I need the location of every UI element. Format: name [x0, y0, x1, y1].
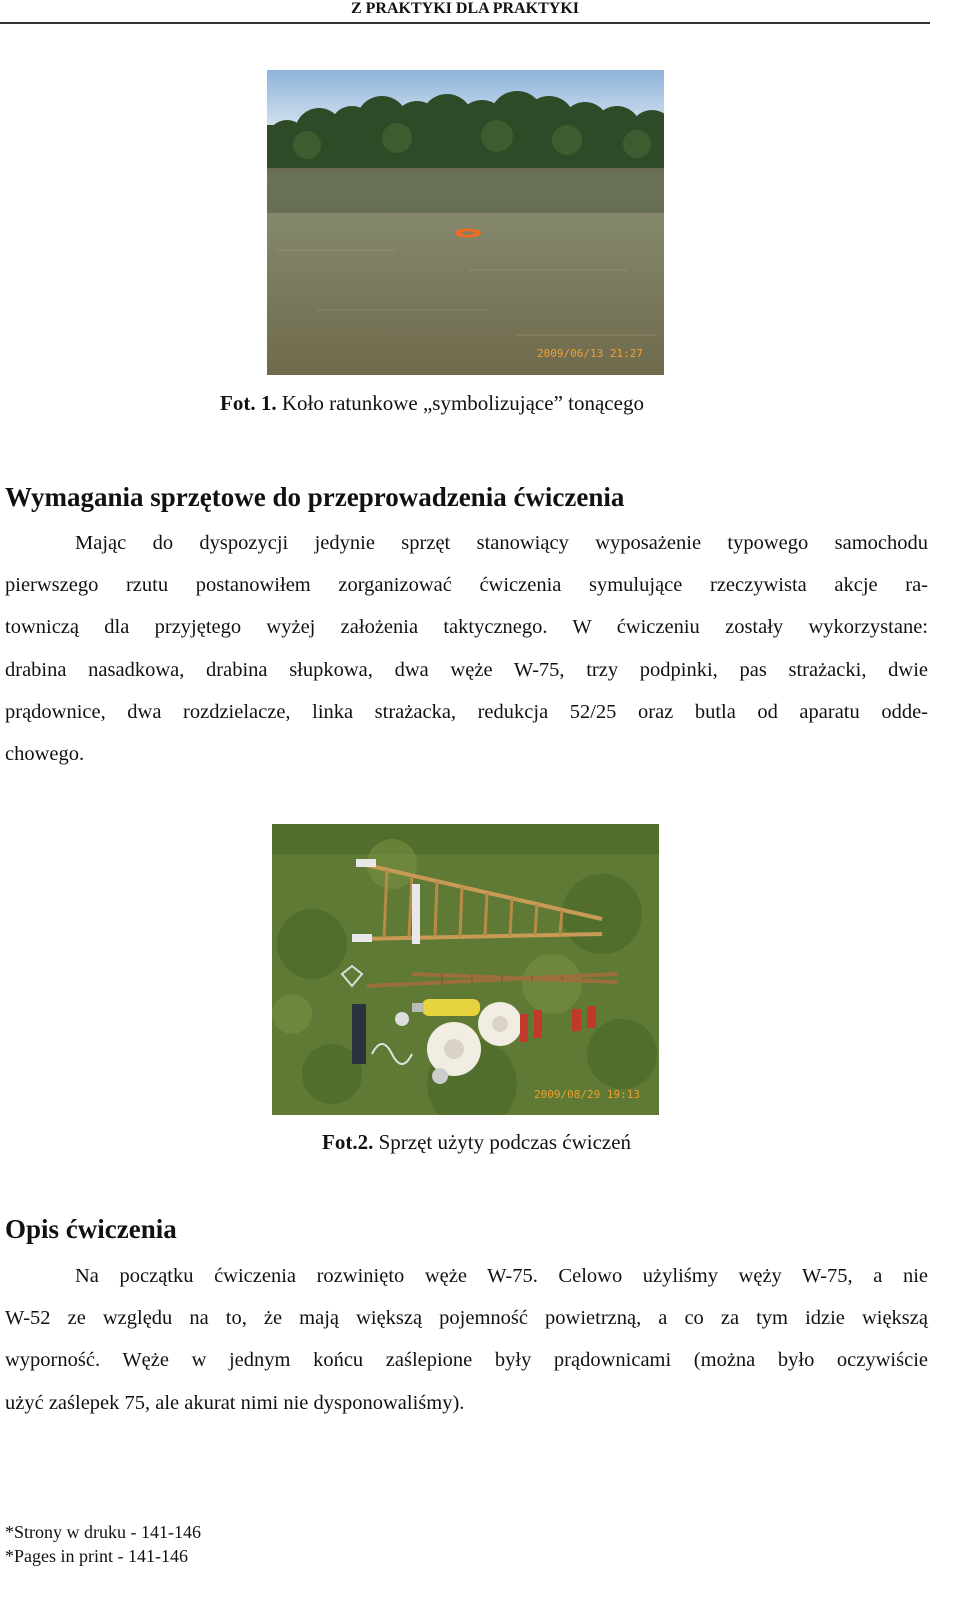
paragraph-line: pierwszego rzutu postanowiłem zorganizować ćwiczenia symulujące rzeczywista akcje ra-	[5, 574, 928, 597]
equipment-photo	[272, 824, 659, 1115]
requirements-paragraph	[5, 522, 928, 775]
paragraph-line: prądownice, dwa rozdzielacze, linka strażacka, redukcja 52/25 oraz butla od aparatu odde-	[5, 700, 928, 723]
paragraph-line: wyporność. Węże w jednym końcu zaślepione były prądownicami (można było oczywiście	[5, 1349, 928, 1372]
paragraph-line: chowego.	[5, 742, 85, 765]
paragraph-line: użyć zaślepek 75, ale akurat nimi nie dysponowaliśmy).	[5, 1391, 465, 1414]
running-header-title: Z PRAKTYKI DLA PRAKTYKI	[350, 0, 580, 17]
paragraph-line: Mając do dyspozycji jedynie sprzęt stanowiący wyposażenie typowego samochodu	[75, 532, 928, 554]
footnote-pages-pl: *Strony w druku - 141-146	[5, 1522, 201, 1542]
paragraph-line: towniczą dla przyjętego wyżej założenia taktycznego. W ćwiczeniu zostały wykorzystane:	[5, 616, 928, 639]
running-header	[0, 0, 930, 24]
photo1-caption-label: Fot. 1.	[220, 391, 277, 415]
paragraph-line: Na początku ćwiczenia rozwinięto węże W-75. Celowo użyliśmy węży W-75, a nie	[75, 1265, 928, 1287]
photo2-caption-text: Sprzęt użyty podczas ćwiczeń	[373, 1130, 632, 1154]
section-heading-exercise: Opis ćwiczenia	[5, 1214, 177, 1244]
exercise-paragraph	[5, 1255, 928, 1424]
photo2-caption-label: Fot.2.	[322, 1130, 374, 1154]
paragraph-line: drabina nasadkowa, drabina słupkowa, dwa węże W-75, trzy podpinki, pas strażacki, dwie	[5, 658, 928, 681]
photo1-caption-text: Koło ratunkowe „symbolizujące” tonącego	[276, 391, 644, 415]
photo1-caption	[220, 391, 644, 415]
photo2-caption	[322, 1130, 631, 1154]
section-heading-requirements: Wymagania sprzętowe do przeprowadzenia ćwiczenia	[5, 482, 625, 512]
photo2-timestamp: 2009/08/29 19:13	[534, 1088, 640, 1101]
footnote-pages-en: *Pages in print - 141-146	[5, 1546, 188, 1566]
lake-photo	[267, 70, 664, 375]
photo1-timestamp: 2009/06/13 21:27	[537, 347, 643, 360]
paragraph-line: W-52 ze względu na to, że mają większą pojemność powietrzną, a co za tym idzie większą	[5, 1307, 928, 1330]
